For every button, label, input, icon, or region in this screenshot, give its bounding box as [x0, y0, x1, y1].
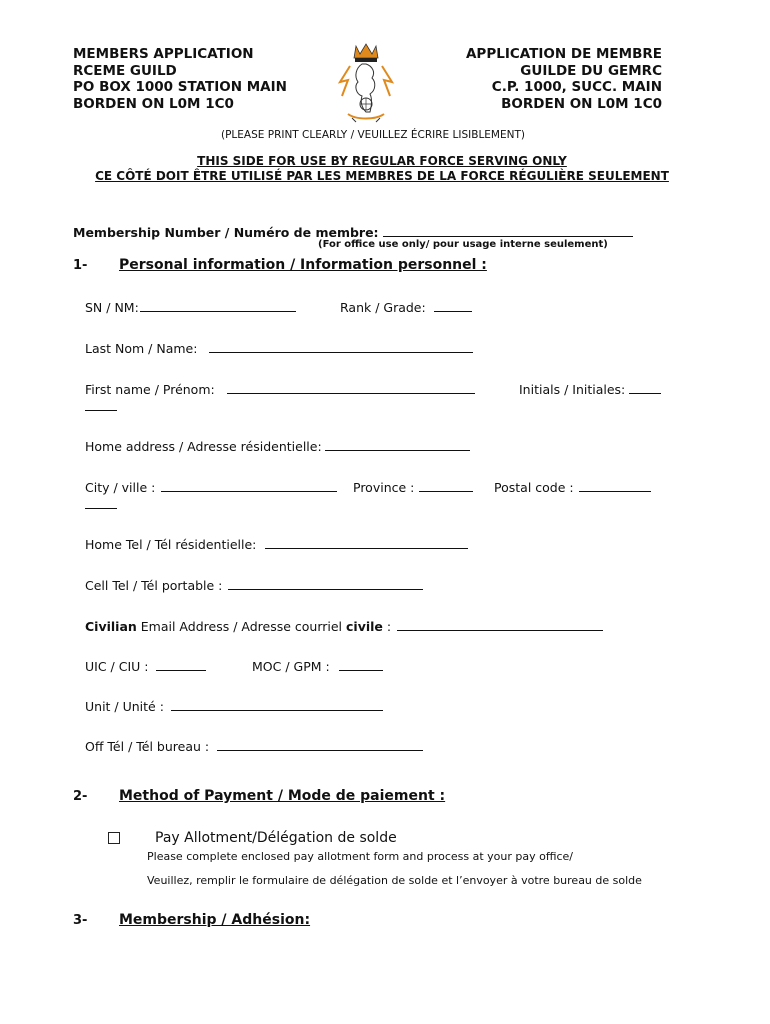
unit-field[interactable]	[171, 699, 383, 711]
cell-tel-row	[85, 578, 423, 593]
header-left-address	[73, 46, 287, 112]
section-3-number: 3-	[73, 913, 88, 928]
please-print-notice: (PLEASE PRINT CLEARLY / VEUILLEZ ÉCRIRE LISIBLEMENT)	[221, 129, 525, 141]
city-row	[85, 480, 337, 495]
civilian-email-colon: :	[386, 619, 392, 634]
home-tel-row	[85, 537, 468, 552]
last-name-label: Last Nom / Name:	[85, 341, 198, 356]
pay-allotment-note-fr: Veuillez, remplir le formulaire de délégation de solde et l’envoyer à votre bureau de solde	[147, 874, 642, 887]
uic-field[interactable]	[156, 659, 206, 671]
initials-field[interactable]	[629, 382, 661, 394]
regular-force-notice-fr: CE CÔTÉ DOIT ÊTRE UTILISÉ PAR LES MEMBRES DE LA FORCE RÉGULIÈRE SEULEMENT	[95, 169, 669, 183]
last-name-row	[85, 341, 473, 356]
home-tel-label: Home Tel / Tél résidentielle:	[85, 537, 257, 552]
off-tel-field[interactable]	[217, 739, 423, 751]
city-field[interactable]	[161, 480, 337, 492]
pay-allotment-checkbox[interactable]	[108, 832, 120, 844]
header-left-line-1: MEMBERS APPLICATION	[73, 46, 254, 62]
postal-code-field[interactable]	[579, 480, 651, 492]
section-1-title: Personal information / Information personnel :	[119, 257, 487, 273]
rceme-crest-logo	[336, 42, 396, 124]
sn-row	[85, 300, 296, 315]
header-right-line-4: BORDEN ON L0M 1C0	[501, 95, 662, 112]
postal-code-row	[494, 480, 651, 495]
civilian-email-label: Email Address / Adresse courriel	[140, 619, 343, 634]
home-address-field[interactable]	[325, 439, 470, 451]
rank-field[interactable]	[434, 300, 472, 312]
city-label: City / ville :	[85, 480, 156, 495]
header-left-line-3: PO BOX 1000 STATION MAIN	[73, 79, 287, 95]
section-2-number: 2-	[73, 789, 88, 804]
rank-label: Rank / Grade:	[340, 300, 426, 315]
province-label: Province :	[353, 480, 415, 495]
first-name-label: First name / Prénom:	[85, 382, 215, 397]
uic-label: UIC / CIU :	[85, 659, 149, 674]
initials-label: Initials / Initiales:	[519, 382, 626, 397]
civilian-email-row	[85, 619, 603, 634]
rank-row	[340, 300, 472, 315]
header-right-line-2: GUILDE DU GEMRC	[520, 62, 662, 79]
off-tel-label: Off Tél / Tél bureau :	[85, 739, 210, 754]
pay-allotment-label: Pay Allotment/Délégation de solde	[155, 830, 397, 846]
section-1-number: 1-	[73, 258, 88, 273]
membership-number-row	[73, 225, 633, 240]
cell-tel-field[interactable]	[228, 578, 423, 590]
cell-tel-label: Cell Tel / Tél portable :	[85, 578, 223, 593]
section-2-title: Method of Payment / Mode de paiement :	[119, 788, 446, 804]
province-field[interactable]	[419, 480, 473, 492]
off-tel-row	[85, 739, 423, 754]
first-name-row	[85, 382, 475, 397]
initials-field-continued[interactable]	[85, 410, 117, 411]
regular-force-notice-en: THIS SIDE FOR USE BY REGULAR FORCE SERVING ONLY	[197, 154, 567, 168]
province-row	[353, 480, 473, 495]
header-left-line-2: RCEME GUILD	[73, 62, 177, 79]
header-right-line-3: C.P. 1000, SUCC. MAIN	[491, 79, 662, 95]
home-address-label: Home address / Adresse résidentielle:	[85, 439, 322, 454]
header-right-line-1: APPLICATION DE MEMBRE	[465, 46, 662, 62]
pay-allotment-note-en: Please complete enclosed pay allotment form and process at your pay office/	[147, 850, 574, 863]
sn-field[interactable]	[140, 300, 296, 312]
initials-row	[519, 382, 661, 397]
civilian-email-field[interactable]	[397, 619, 603, 631]
membership-number-label: Membership Number / Numéro de membre:	[73, 225, 379, 240]
section-3-title: Membership / Adhésion:	[119, 912, 311, 928]
civilian-email-label-bold-1: Civilian	[85, 619, 137, 634]
moc-row	[252, 659, 383, 674]
sn-label: SN / NM:	[85, 300, 139, 315]
moc-label: MOC / GPM :	[252, 659, 330, 674]
uic-row	[85, 659, 206, 674]
last-name-field[interactable]	[209, 341, 473, 353]
unit-label: Unit / Unité :	[85, 699, 164, 714]
unit-row	[85, 699, 383, 714]
moc-field[interactable]	[339, 659, 383, 671]
home-address-row	[85, 439, 470, 454]
first-name-field[interactable]	[227, 382, 475, 394]
postal-code-label: Postal code :	[494, 480, 574, 495]
postal-code-field-continued[interactable]	[85, 508, 117, 509]
membership-number-field[interactable]	[383, 225, 633, 237]
office-use-note: (For office use only/ pour usage interne seulement)	[318, 239, 608, 250]
home-tel-field[interactable]	[265, 537, 468, 549]
header-left-line-4: BORDEN ON L0M 1C0	[73, 95, 234, 112]
civilian-email-label-bold-2: civile	[346, 619, 383, 634]
header-right-address	[466, 46, 662, 112]
